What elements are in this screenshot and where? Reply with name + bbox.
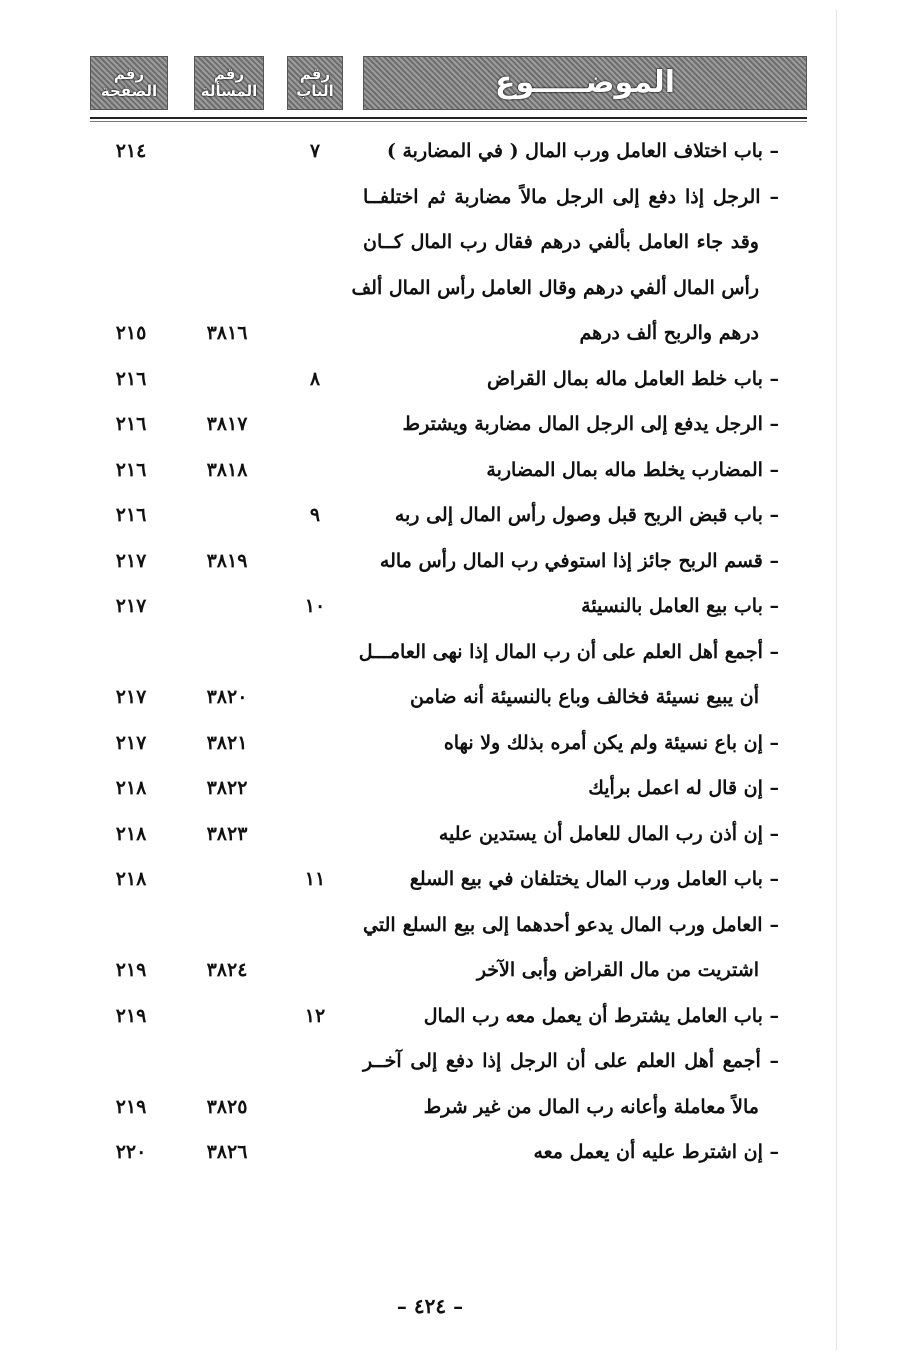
table-row <box>0 823 907 869</box>
header-topic: الموضـــــوع <box>363 56 807 110</box>
page-number-cell: ٢١٥ <box>115 322 147 344</box>
page-number-cell: ٢١٦ <box>115 367 147 390</box>
table-row <box>0 368 907 414</box>
issue-number-cell: ٣٨٢٤ <box>206 959 248 981</box>
topic-cell: – قسم الربح جائز إذا استوفي رب المال رأس ماله <box>379 549 779 572</box>
page-number-cell: ٢١٩ <box>115 959 147 981</box>
issue-number-cell: ٣٨١٧ <box>206 413 248 435</box>
chapter-number-cell: ١٢ <box>304 1004 326 1027</box>
topic-cell: اشتريت من مال القراض وأبى الآخر <box>476 959 759 981</box>
page-number-cell: ٢١٨ <box>115 777 147 799</box>
page-number-cell: ٢١٧ <box>115 595 147 617</box>
page-number-cell: ٢١٨ <box>115 868 147 890</box>
topic-cell: أن يبيع نسيئة فخالف وباع بالنسيئة أنه ضامن <box>410 686 759 708</box>
topic-cell: رأس المال ألفي درهم وقال العامل رأس المال ألف <box>351 276 759 299</box>
table-row <box>0 322 907 368</box>
table-row <box>0 959 907 1005</box>
table-row <box>0 459 907 505</box>
issue-number-cell: ٣٨١٨ <box>206 458 248 481</box>
page-number-cell: ٢١٧ <box>115 686 147 708</box>
issue-number-cell: ٣٨٢٠ <box>206 686 248 708</box>
page-number-cell: ٢١٧ <box>115 731 147 754</box>
page-number: – ٤٢٤ – <box>396 1294 464 1318</box>
chapter-number-cell: ١١ <box>304 868 326 890</box>
issue-number-cell: ٣٨٢٣ <box>206 822 248 845</box>
table-row <box>0 413 907 459</box>
table-row <box>0 641 907 687</box>
page-number-cell: ٢١٩ <box>115 1004 147 1027</box>
issue-number-cell: ٣٨٢٦ <box>206 1141 248 1163</box>
issue-number-cell: ٣٨١٦ <box>206 322 248 344</box>
topic-cell: – إن اشترط عليه أن يعمل معه <box>533 1141 779 1163</box>
topic-cell: – باب بيع العامل بالنسيئة <box>581 595 779 617</box>
issue-number-cell: ٣٨١٩ <box>206 549 248 572</box>
table-row <box>0 1005 907 1051</box>
topic-cell: – إن أذن رب المال للعامل أن يستدين عليه <box>438 822 779 845</box>
topic-cell: وقد جاء العامل بألفي درهم فقال رب المال كــان <box>363 231 759 253</box>
table-row <box>0 732 907 778</box>
page-number-cell: ٢١٨ <box>115 822 147 845</box>
table-row <box>0 277 907 323</box>
header-page-number: رقم الصفحة <box>90 56 168 110</box>
chapter-number-cell: ٩ <box>309 504 321 526</box>
issue-number-cell: ٣٨٢١ <box>206 731 248 754</box>
topic-cell: – باب العامل يشترط أن يعمل معه رب المال <box>423 1004 779 1027</box>
topic-cell: – باب العامل ورب المال يختلفان في بيع السلع <box>409 868 779 890</box>
topic-cell: – العامل ورب المال يدعو أحدهما إلى بيع السلع التي <box>363 913 779 936</box>
issue-number-cell: ٣٨٢٥ <box>206 1095 248 1118</box>
topic-cell: – الرجل إذا دفع إلى الرجل مالاً مضاربة ثم اختلفــا <box>363 185 779 208</box>
topic-cell: درهم والربح ألف درهم <box>579 322 759 344</box>
topic-cell: – أجمع أهل العلم على أن الرجل إذا دفع إلى آخــر <box>363 1050 779 1072</box>
chapter-number-cell: ١٠ <box>304 595 326 617</box>
table-row <box>0 186 907 232</box>
topic-cell: – إن قال له اعمل برأيك <box>588 777 779 799</box>
header-issue-number: رقم المسألة <box>194 56 264 110</box>
topic-cell: – المضارب يخلط ماله بمال المضاربة <box>486 458 779 481</box>
table-row <box>0 550 907 596</box>
page-number-cell: ٢١٩ <box>115 1095 147 1118</box>
table-row <box>0 1050 907 1096</box>
table-row <box>0 686 907 732</box>
table-row <box>0 868 907 914</box>
header-chapter-number: رقم الباب <box>287 56 343 110</box>
topic-cell: – إن باع نسيئة ولم يكن أمره بذلك ولا نهاه <box>443 731 779 754</box>
topic-cell: – باب اختلاف العامل ورب المال ( في المضاربة ) <box>386 140 779 162</box>
topic-cell: مالاً معاملة وأعانه رب المال من غير شرط <box>423 1095 759 1118</box>
topic-cell: – الرجل يدفع إلى الرجل المال مضاربة ويشترط <box>402 413 779 435</box>
topic-cell: – باب قبض الربح قبل وصول رأس المال إلى ربه <box>394 504 779 526</box>
chapter-number-cell: ٨ <box>309 367 321 390</box>
page-number-cell: ٢١٦ <box>115 504 147 526</box>
page-number-cell: ٢٢٠ <box>115 1141 147 1163</box>
table-row <box>0 140 907 186</box>
header-rule <box>90 117 807 119</box>
table-row <box>0 595 907 641</box>
table-row <box>0 1096 907 1142</box>
issue-number-cell: ٣٨٢٢ <box>206 777 248 799</box>
topic-cell: – باب خلط العامل ماله بمال القراض <box>486 367 779 390</box>
table-row <box>0 231 907 277</box>
page-number-cell: ٢١٦ <box>115 458 147 481</box>
table-row <box>0 777 907 823</box>
page-number-cell: ٢١٦ <box>115 413 147 435</box>
header-rule-thin <box>90 121 807 122</box>
table-row <box>0 504 907 550</box>
page-number-cell: ٢١٧ <box>115 549 147 572</box>
table-row <box>0 1141 907 1187</box>
page-number-cell: ٢١٤ <box>115 140 147 162</box>
chapter-number-cell: ٧ <box>309 140 321 162</box>
topic-cell: – أجمع أهل العلم على أن رب المال إذا نهى العامـــل <box>358 640 779 663</box>
table-row <box>0 914 907 960</box>
